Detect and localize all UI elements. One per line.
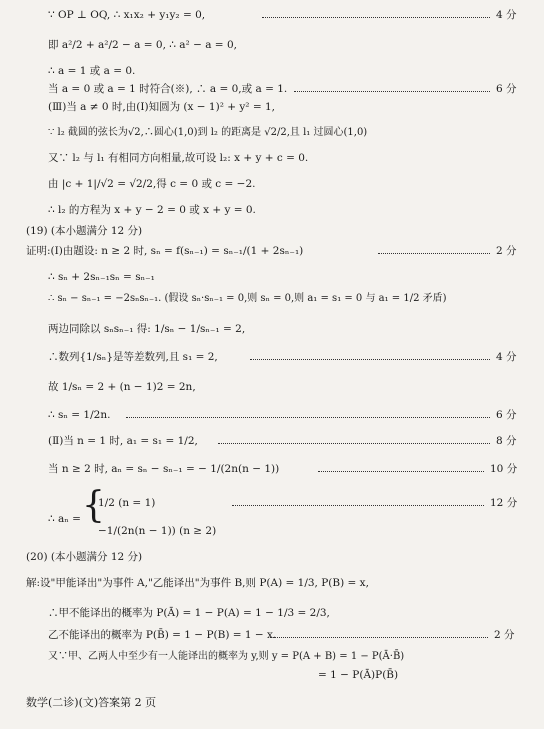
leader-dots [232, 505, 484, 506]
line-text: 即 a²/2 + a²/2 − a = 0, ∴ a² − a = 0, [48, 39, 237, 51]
line-text: (19) (本小题满分 12 分) [26, 225, 143, 237]
an-label: ∴ aₙ = [48, 513, 81, 525]
line-text: (20) (本小题满分 12 分) [26, 551, 143, 563]
leader-dots [318, 471, 484, 472]
line-text: (Ⅱ)当 n = 1 时, a₁ = s₁ = 1/2, [48, 435, 198, 447]
leader-dots [218, 443, 490, 444]
score-mark: 8 分 [496, 435, 517, 447]
line-text: ∴ a = 1 或 a = 0. [48, 65, 136, 77]
score-mark: 6 分 [496, 83, 517, 95]
line-text: ∵ l₂ 截圆的弦长为√2,∴圆心(1,0)到 l₂ 的距离是 √2/2,且 l₁ 过圆心(1,0) [48, 127, 368, 138]
score-mark: 4 分 [496, 351, 517, 363]
line-text: ∵ OP ⊥ OQ, ∴ x₁x₂ + y₁y₂ = 0, [48, 9, 206, 21]
line-text: 证明:(Ⅰ)由题设: n ≥ 2 时, sₙ = f(sₙ₋₁) = sₙ₋₁/(1 + 2sₙ₋₁) [26, 245, 304, 257]
line-text: 乙不能译出的概率为 P(B̄) = 1 − P(B) = 1 − x. [48, 629, 277, 641]
leader-dots [262, 17, 490, 18]
line-text: 解:设"甲能译出"为事件 A,"乙能译出"为事件 B,则 P(A) = 1/3, P(B) = x, [26, 577, 369, 589]
leader-dots [294, 91, 490, 92]
score-mark: 4 分 [496, 9, 517, 21]
line-text: 当 n ≥ 2 时, aₙ = sₙ − sₙ₋₁ = − 1/(2n(n − 1)) [48, 463, 280, 475]
page-footer: 数学(二诊)(文)答案第 2 页 [26, 696, 157, 709]
leader-dots [250, 359, 490, 360]
score-mark: 6 分 [496, 409, 517, 421]
leader-dots [126, 417, 490, 418]
line-text: ∴ l₂ 的方程为 x + y − 2 = 0 或 x + y = 0. [48, 204, 256, 216]
leader-dots [378, 253, 490, 254]
leader-dots [270, 637, 488, 638]
line-text: ∴ sₙ = 1/2n. [48, 409, 111, 421]
score-mark: 2 分 [494, 629, 515, 641]
line-text: ∴数列{1/sₙ}是等差数列,且 s₁ = 2, [48, 351, 218, 363]
line-text: ∴甲不能译出的概率为 P(Ā) = 1 − P(A) = 1 − 1/3 = 2/3, [48, 607, 330, 619]
line-text: 两边同除以 sₙsₙ₋₁ 得: 1/sₙ − 1/sₙ₋₁ = 2, [48, 323, 246, 335]
line-text: 1/2 (n = 1) [98, 497, 156, 509]
line-text: (Ⅲ)当 a ≠ 0 时,由(Ⅰ)知圆为 (x − 1)² + y² = 1, [48, 101, 276, 113]
left-brace: { [82, 485, 105, 526]
score-mark: 10 分 [490, 463, 518, 475]
line-text: 当 a = 0 或 a = 1 时符合(※), ∴ a = 0,或 a = 1. [48, 83, 288, 95]
line-text: −1/(2n(n − 1)) (n ≥ 2) [98, 525, 217, 537]
line-text: 又∵甲、乙两人中至少有一人能译出的概率为 y,则 y = P(A + B) = 1 − P(Ā·B̄) [48, 651, 405, 662]
line-text: ∴ sₙ − sₙ₋₁ = −2sₙsₙ₋₁. (假设 sₙ·sₙ₋₁ = 0,则 sₙ = 0,则 a₁ = s₁ = 0 与 a₁ = 1/2 矛盾) [48, 293, 447, 304]
line-text: ∴ sₙ + 2sₙ₋₁sₙ = sₙ₋₁ [48, 271, 155, 283]
score-mark: 12 分 [490, 497, 518, 509]
line-text: = 1 − P(Ā)P(B̄) [318, 669, 399, 681]
line-text: 又∵ l₂ 与 l₁ 有相同方向相量,故可设 l₂: x + y + c = 0. [48, 152, 309, 164]
line-text: 由 |c + 1|/√2 = √2/2,得 c = 0 或 c = −2. [48, 178, 256, 190]
line-text: 故 1/sₙ = 2 + (n − 1)2 = 2n, [48, 381, 196, 393]
score-mark: 2 分 [496, 245, 517, 257]
